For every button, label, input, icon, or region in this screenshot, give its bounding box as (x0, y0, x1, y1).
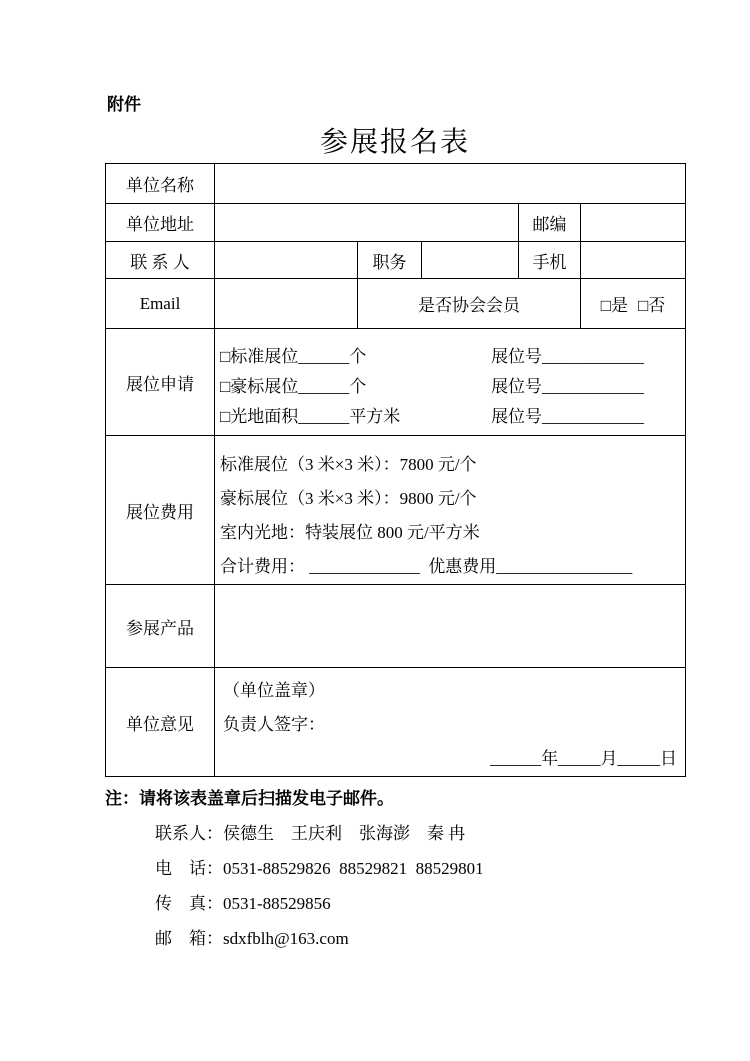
standard-booth-checkbox-blank[interactable]: □标准展位______个 (220, 347, 367, 366)
contact-person-label: 联 系 人 (106, 242, 215, 279)
registration-form-table (105, 163, 686, 777)
form-title: 参展报名表 (319, 127, 470, 158)
phone-value: 0531-88529826 88529821 88529801 (223, 859, 484, 878)
contact-person-row (106, 242, 686, 279)
unit-opinion-row (106, 668, 686, 777)
unit-address-row (106, 204, 686, 242)
fax-value: 0531-88529856 (223, 894, 331, 913)
membership-question-label: 是否协会会员 (358, 279, 581, 329)
fax-line (155, 886, 685, 921)
date-blank[interactable]: ______年_____月_____日 (490, 749, 678, 768)
booth-fee-row (106, 436, 686, 585)
booth-application-label: 展位申请 (106, 329, 215, 436)
unit-opinion-cell (215, 668, 686, 777)
position-input-cell[interactable] (422, 242, 519, 279)
contact-person-input-cell[interactable] (215, 242, 358, 279)
mailbox-value: sdxfblh@163.com (223, 929, 349, 948)
email-label: Email (106, 279, 215, 329)
attachment-label: 附件 (107, 95, 141, 114)
fee-standard-booth: 标准展位（3 米×3 米）：7800 元/个 (220, 455, 477, 474)
unit-name-input-cell[interactable] (215, 164, 686, 204)
unit-name-row (106, 164, 686, 204)
booth-application-cell (215, 329, 686, 436)
unit-name-label: 单位名称 (106, 164, 215, 204)
email-input-cell[interactable] (215, 279, 358, 329)
mailbox-label: 邮 箱： (155, 929, 223, 948)
signature-hint[interactable]: 负责人签字： (223, 715, 325, 734)
postal-code-label: 邮编 (519, 204, 581, 242)
mailbox-line (155, 921, 685, 956)
unit-opinion-label: 单位意见 (106, 668, 215, 777)
unit-address-input-cell[interactable] (215, 204, 519, 242)
scan-email-note: 注：请将该表盖章后扫描发电子邮件。 (105, 789, 394, 808)
phone-label: 电 话： (155, 859, 223, 878)
booth-application-row (106, 329, 686, 436)
stamp-hint: （单位盖章） (223, 681, 325, 700)
phone-line (155, 851, 685, 886)
footer-notes (105, 781, 685, 956)
unit-address-label: 单位地址 (106, 204, 215, 242)
deluxe-booth-line (220, 372, 644, 402)
position-label: 职务 (358, 242, 422, 279)
membership-yes-checkbox[interactable]: □是 (600, 296, 629, 315)
standard-booth-line (220, 342, 644, 372)
contact-names-value: 侯德生 王庆利 张海澎 秦 冉 (223, 824, 466, 843)
products-input-cell[interactable] (215, 585, 686, 668)
contact-names-label: 联系人： (155, 824, 223, 843)
fax-label: 传 真： (155, 894, 223, 913)
contact-names-line (155, 816, 685, 851)
deluxe-booth-checkbox-blank[interactable]: □豪标展位______个 (220, 377, 367, 396)
products-row (106, 585, 686, 668)
mobile-input-cell[interactable] (581, 242, 686, 279)
fee-total-blank-line[interactable]: 合计费用： _____________ 优惠费用________________ (220, 557, 633, 576)
membership-options-cell (581, 279, 686, 329)
deluxe-booth-number-blank[interactable]: 展位号____________ (491, 377, 645, 396)
raw-space-line (220, 402, 644, 432)
raw-space-number-blank[interactable]: 展位号____________ (491, 407, 645, 426)
products-label: 参展产品 (106, 585, 215, 668)
raw-space-checkbox-blank[interactable]: □光地面积______平方米 (220, 407, 401, 426)
postal-code-input-cell[interactable] (581, 204, 686, 242)
standard-booth-number-blank[interactable]: 展位号____________ (491, 347, 645, 366)
fee-indoor-raw-space: 室内光地：特装展位 800 元/平方米 (220, 523, 480, 542)
email-row (106, 279, 686, 329)
booth-fee-cell (215, 436, 686, 585)
booth-fee-label: 展位费用 (106, 436, 215, 585)
fee-deluxe-booth: 豪标展位（3 米×3 米）：9800 元/个 (220, 489, 477, 508)
mobile-label: 手机 (519, 242, 581, 279)
membership-no-checkbox[interactable]: □否 (638, 296, 666, 315)
